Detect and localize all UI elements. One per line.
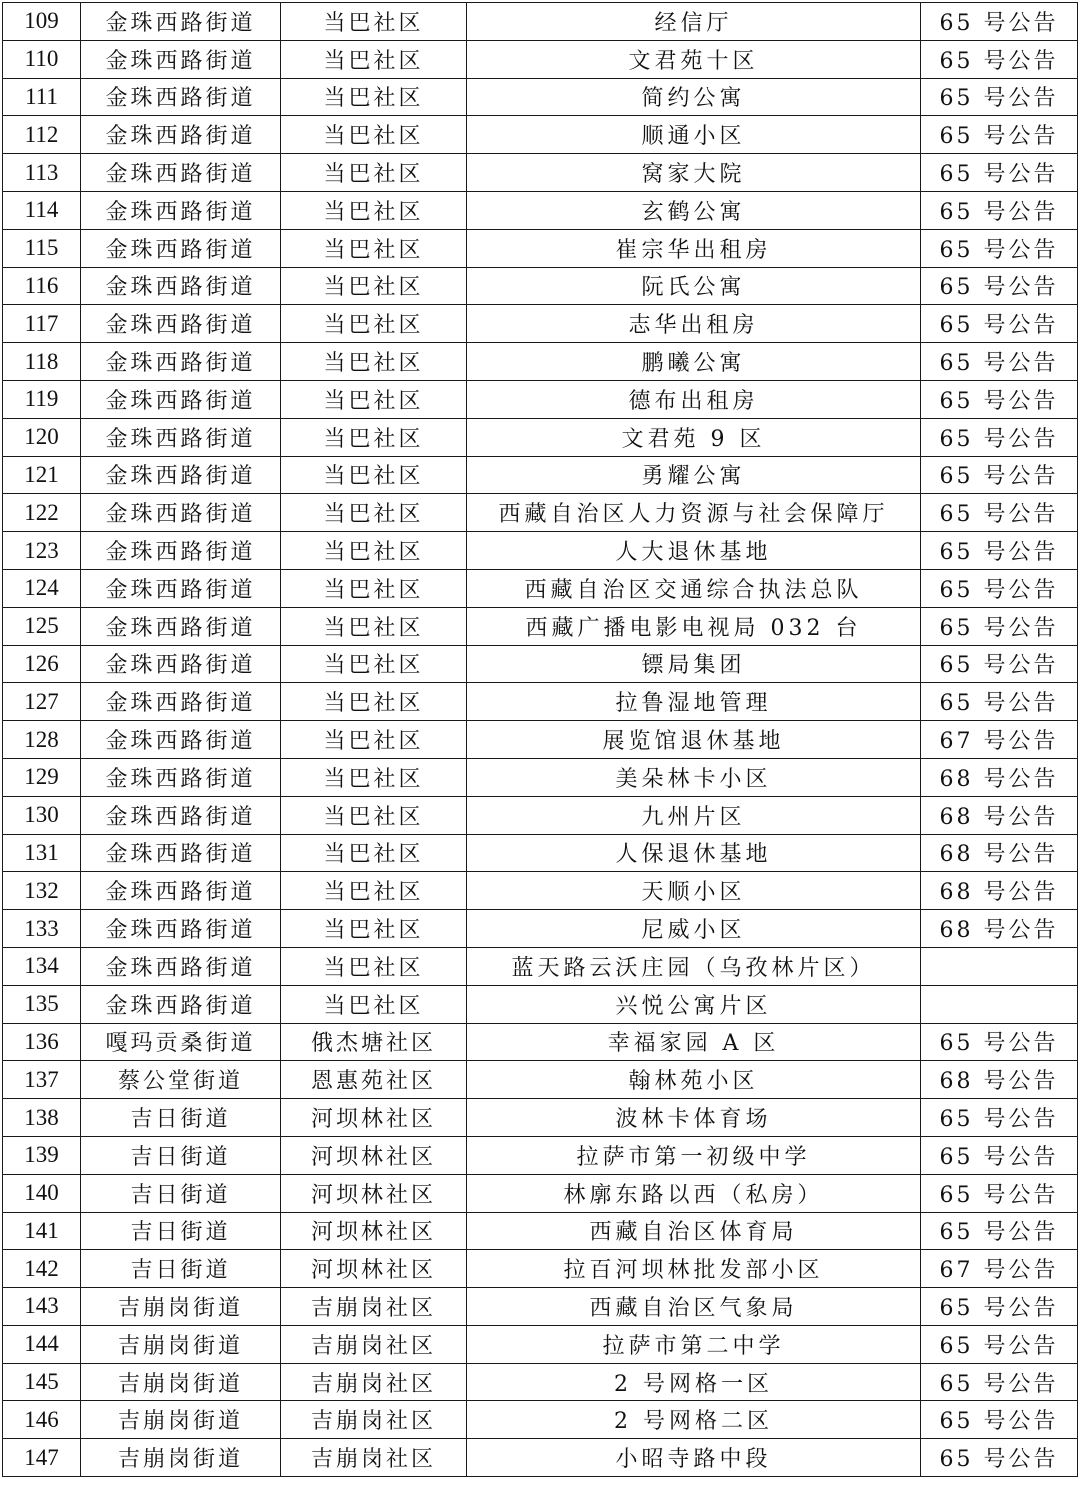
row-number: 140 [3,1174,81,1212]
notice-cell: 65 号公告 [921,305,1078,343]
table-row [3,1174,1078,1212]
row-number: 133 [3,910,81,948]
notice-cell: 65 号公告 [921,380,1078,418]
community-cell: 河坝林社区 [281,1099,467,1137]
table-row [3,947,1078,985]
row-number: 115 [3,229,81,267]
street-cell: 吉崩岗街道 [81,1288,281,1326]
place-cell: 西藏自治区气象局 [467,1288,921,1326]
row-number: 122 [3,494,81,532]
street-cell: 吉崩岗街道 [81,1363,281,1401]
street-cell: 金珠西路街道 [81,229,281,267]
row-number: 131 [3,834,81,872]
row-number: 111 [3,78,81,116]
table-body [3,3,1078,1477]
notice-cell: 65 号公告 [921,1325,1078,1363]
community-cell: 当巴社区 [281,645,467,683]
table-row [3,494,1078,532]
table-row [3,532,1078,570]
street-cell: 金珠西路街道 [81,494,281,532]
table-row [3,1023,1078,1061]
row-number: 127 [3,683,81,721]
community-cell: 吉崩岗社区 [281,1439,467,1477]
row-number: 144 [3,1325,81,1363]
notice-cell: 65 号公告 [921,229,1078,267]
community-cell: 当巴社区 [281,834,467,872]
row-number: 138 [3,1099,81,1137]
community-cell: 当巴社区 [281,872,467,910]
table-row [3,607,1078,645]
table-row [3,191,1078,229]
street-cell: 吉崩岗街道 [81,1439,281,1477]
row-number: 119 [3,380,81,418]
street-cell: 吉日街道 [81,1250,281,1288]
place-cell: 2 号网格一区 [467,1363,921,1401]
place-cell: 顺通小区 [467,116,921,154]
notice-cell: 65 号公告 [921,645,1078,683]
street-cell: 金珠西路街道 [81,40,281,78]
notice-cell: 68 号公告 [921,834,1078,872]
row-number: 112 [3,116,81,154]
place-cell: 拉鲁湿地管理 [467,683,921,721]
place-cell: 人大退休基地 [467,532,921,570]
table-row [3,1250,1078,1288]
place-cell: 2 号网格二区 [467,1401,921,1439]
notice-cell [921,985,1078,1023]
row-number: 121 [3,456,81,494]
row-number: 134 [3,947,81,985]
place-cell: 展览馆退休基地 [467,721,921,759]
table-row [3,343,1078,381]
street-cell: 金珠西路街道 [81,910,281,948]
community-cell: 当巴社区 [281,494,467,532]
table-row [3,758,1078,796]
community-cell: 当巴社区 [281,380,467,418]
community-cell: 当巴社区 [281,267,467,305]
notice-cell: 65 号公告 [921,3,1078,41]
place-cell: 简约公寓 [467,78,921,116]
notice-cell: 65 号公告 [921,78,1078,116]
table-row [3,1401,1078,1439]
row-number: 142 [3,1250,81,1288]
notice-cell: 68 号公告 [921,1061,1078,1099]
community-cell: 吉崩岗社区 [281,1325,467,1363]
row-number: 139 [3,1136,81,1174]
table-row [3,645,1078,683]
table-row [3,154,1078,192]
notice-cell: 65 号公告 [921,607,1078,645]
place-cell: 拉萨市第二中学 [467,1325,921,1363]
table-row [3,116,1078,154]
table-row [3,569,1078,607]
street-cell: 金珠西路街道 [81,154,281,192]
notice-cell: 65 号公告 [921,154,1078,192]
street-cell: 金珠西路街道 [81,78,281,116]
community-cell: 当巴社区 [281,796,467,834]
notice-cell: 65 号公告 [921,1439,1078,1477]
place-cell: 尼威小区 [467,910,921,948]
row-number: 114 [3,191,81,229]
place-cell: 阮氏公寓 [467,267,921,305]
notice-cell: 65 号公告 [921,116,1078,154]
community-cell: 吉崩岗社区 [281,1401,467,1439]
place-cell: 波林卡体育场 [467,1099,921,1137]
street-cell: 吉崩岗街道 [81,1401,281,1439]
community-cell: 当巴社区 [281,418,467,456]
community-cell: 当巴社区 [281,607,467,645]
community-cell: 当巴社区 [281,40,467,78]
notice-cell: 65 号公告 [921,494,1078,532]
notice-cell: 65 号公告 [921,532,1078,570]
community-cell: 当巴社区 [281,154,467,192]
place-cell: 美朵林卡小区 [467,758,921,796]
street-cell: 金珠西路街道 [81,569,281,607]
community-cell: 河坝林社区 [281,1212,467,1250]
street-cell: 金珠西路街道 [81,683,281,721]
table-row [3,721,1078,759]
row-number: 123 [3,532,81,570]
street-cell: 金珠西路街道 [81,305,281,343]
place-cell: 德布出租房 [467,380,921,418]
place-cell: 文君苑十区 [467,40,921,78]
notice-cell: 65 号公告 [921,456,1078,494]
notice-cell: 65 号公告 [921,1023,1078,1061]
row-number: 145 [3,1363,81,1401]
community-cell: 当巴社区 [281,532,467,570]
row-number: 110 [3,40,81,78]
street-cell: 吉日街道 [81,1136,281,1174]
community-cell: 吉崩岗社区 [281,1288,467,1326]
place-cell: 西藏自治区人力资源与社会保障厅 [467,494,921,532]
table-row [3,380,1078,418]
community-cell: 当巴社区 [281,78,467,116]
table-row [3,872,1078,910]
row-number: 129 [3,758,81,796]
place-cell: 西藏自治区体育局 [467,1212,921,1250]
community-cell: 当巴社区 [281,683,467,721]
notice-cell: 65 号公告 [921,343,1078,381]
street-cell: 金珠西路街道 [81,645,281,683]
notice-cell: 68 号公告 [921,872,1078,910]
place-cell: 天顺小区 [467,872,921,910]
row-number: 109 [3,3,81,41]
street-cell: 金珠西路街道 [81,418,281,456]
notice-cell: 65 号公告 [921,683,1078,721]
row-number: 126 [3,645,81,683]
table-row [3,78,1078,116]
street-cell: 金珠西路街道 [81,456,281,494]
street-cell: 金珠西路街道 [81,947,281,985]
row-number: 137 [3,1061,81,1099]
street-cell: 金珠西路街道 [81,116,281,154]
street-cell: 蔡公堂街道 [81,1061,281,1099]
notice-cell: 67 号公告 [921,721,1078,759]
table-row [3,418,1078,456]
table-row [3,985,1078,1023]
table-row [3,3,1078,41]
place-cell: 经信厅 [467,3,921,41]
table-row [3,910,1078,948]
place-cell: 西藏广播电影电视局 032 台 [467,607,921,645]
community-cell: 当巴社区 [281,456,467,494]
street-cell: 吉日街道 [81,1099,281,1137]
table-row [3,1212,1078,1250]
street-cell: 金珠西路街道 [81,796,281,834]
row-number: 125 [3,607,81,645]
street-cell: 金珠西路街道 [81,721,281,759]
notice-cell: 68 号公告 [921,910,1078,948]
street-cell: 金珠西路街道 [81,985,281,1023]
row-number: 135 [3,985,81,1023]
community-cell: 当巴社区 [281,947,467,985]
community-cell: 当巴社区 [281,910,467,948]
table-row [3,1363,1078,1401]
community-cell: 俄杰塘社区 [281,1023,467,1061]
place-cell: 小昭寺路中段 [467,1439,921,1477]
notice-cell: 65 号公告 [921,569,1078,607]
place-cell: 崔宗华出租房 [467,229,921,267]
community-cell: 河坝林社区 [281,1174,467,1212]
place-cell: 勇耀公寓 [467,456,921,494]
street-cell: 金珠西路街道 [81,758,281,796]
community-cell: 当巴社区 [281,229,467,267]
notice-cell: 65 号公告 [921,1212,1078,1250]
community-cell: 河坝林社区 [281,1136,467,1174]
community-cell: 当巴社区 [281,343,467,381]
table-row [3,834,1078,872]
notice-cell: 65 号公告 [921,418,1078,456]
notice-cell: 65 号公告 [921,1099,1078,1137]
street-cell: 金珠西路街道 [81,607,281,645]
community-cell: 恩惠苑社区 [281,1061,467,1099]
notice-cell [921,947,1078,985]
street-cell: 金珠西路街道 [81,343,281,381]
place-cell: 拉百河坝林批发部小区 [467,1250,921,1288]
community-cell: 当巴社区 [281,569,467,607]
community-cell: 当巴社区 [281,116,467,154]
street-cell: 吉崩岗街道 [81,1325,281,1363]
community-cell: 吉崩岗社区 [281,1363,467,1401]
street-cell: 金珠西路街道 [81,532,281,570]
row-number: 117 [3,305,81,343]
notice-cell: 68 号公告 [921,796,1078,834]
row-number: 118 [3,343,81,381]
community-cell: 当巴社区 [281,721,467,759]
notice-cell: 65 号公告 [921,267,1078,305]
row-number: 128 [3,721,81,759]
table-row [3,1061,1078,1099]
row-number: 143 [3,1288,81,1326]
community-cell: 河坝林社区 [281,1250,467,1288]
street-cell: 嘎玛贡桑街道 [81,1023,281,1061]
table-row [3,305,1078,343]
place-cell: 窝家大院 [467,154,921,192]
street-cell: 金珠西路街道 [81,872,281,910]
street-cell: 金珠西路街道 [81,834,281,872]
notice-cell: 68 号公告 [921,758,1078,796]
place-cell: 志华出租房 [467,305,921,343]
community-cell: 当巴社区 [281,305,467,343]
community-cell: 当巴社区 [281,191,467,229]
place-cell: 九州片区 [467,796,921,834]
community-cell: 当巴社区 [281,985,467,1023]
place-cell: 人保退休基地 [467,834,921,872]
place-cell: 翰林苑小区 [467,1061,921,1099]
street-cell: 金珠西路街道 [81,380,281,418]
table-row [3,796,1078,834]
notice-cell: 65 号公告 [921,1363,1078,1401]
notice-cell: 67 号公告 [921,1250,1078,1288]
announcement-table [2,2,1078,1477]
row-number: 120 [3,418,81,456]
table-row [3,229,1078,267]
place-cell: 镖局集团 [467,645,921,683]
notice-cell: 65 号公告 [921,40,1078,78]
notice-cell: 65 号公告 [921,1136,1078,1174]
row-number: 146 [3,1401,81,1439]
place-cell: 文君苑 9 区 [467,418,921,456]
street-cell: 吉日街道 [81,1174,281,1212]
table-row [3,1439,1078,1477]
place-cell: 林廓东路以西（私房） [467,1174,921,1212]
table-row [3,1288,1078,1326]
table-row [3,267,1078,305]
table-row [3,683,1078,721]
row-number: 130 [3,796,81,834]
place-cell: 幸福家园 A 区 [467,1023,921,1061]
place-cell: 西藏自治区交通综合执法总队 [467,569,921,607]
place-cell: 兴悦公寓片区 [467,985,921,1023]
notice-cell: 65 号公告 [921,1288,1078,1326]
row-number: 136 [3,1023,81,1061]
notice-cell: 65 号公告 [921,191,1078,229]
row-number: 141 [3,1212,81,1250]
table-row [3,1325,1078,1363]
table-row [3,1136,1078,1174]
community-cell: 当巴社区 [281,758,467,796]
street-cell: 金珠西路街道 [81,3,281,41]
place-cell: 蓝天路云沃庄园（乌孜林片区） [467,947,921,985]
street-cell: 金珠西路街道 [81,191,281,229]
place-cell: 玄鹤公寓 [467,191,921,229]
community-cell: 当巴社区 [281,3,467,41]
street-cell: 金珠西路街道 [81,267,281,305]
row-number: 113 [3,154,81,192]
place-cell: 鹏曦公寓 [467,343,921,381]
street-cell: 吉日街道 [81,1212,281,1250]
notice-cell: 65 号公告 [921,1401,1078,1439]
table-row [3,456,1078,494]
table-row [3,1099,1078,1137]
row-number: 132 [3,872,81,910]
place-cell: 拉萨市第一初级中学 [467,1136,921,1174]
row-number: 116 [3,267,81,305]
notice-cell: 65 号公告 [921,1174,1078,1212]
row-number: 124 [3,569,81,607]
table-row [3,40,1078,78]
row-number: 147 [3,1439,81,1477]
